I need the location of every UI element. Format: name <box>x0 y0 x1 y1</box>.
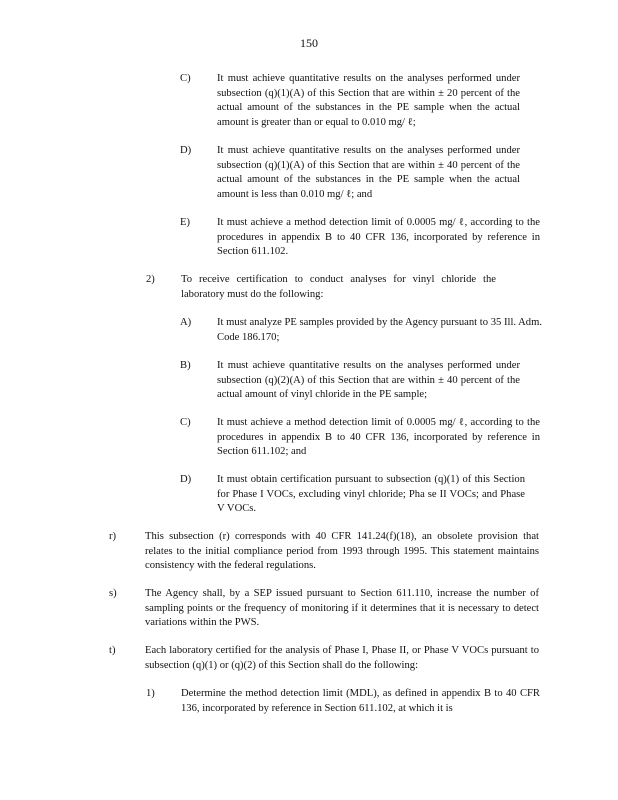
item-text: It must achieve quantitative results on the analyses performed under subsection (q)(1)(A) of this Section that are within ± 40 percent of the actual amount of the substances in the PE sample when the actual amount is less than 0.010 mg/ ℓ; and <box>217 145 520 200</box>
item-label: s) <box>109 588 117 599</box>
item-text: To receive certification to conduct analyses for vinyl chloride the laboratory must do the following: <box>181 274 496 300</box>
item-text: Each laboratory certified for the analysis of Phase I, Phase II, or Phase V VOCs pursuant to subsection (q)(1) or (q)(2) of this Section shall do the following: <box>145 645 539 671</box>
item-text: It must achieve quantitative results on the analyses performed under subsection (q)(1)(A) of this Section that are within ± 20 percent of the actual amount of the substances in the PE sample when the actual amount is greater than or equal to 0.010 mg/ ℓ; <box>217 73 520 128</box>
item-label: r) <box>109 531 117 542</box>
item-label: A) <box>180 317 192 328</box>
item-label: 1) <box>146 688 155 699</box>
item-label: 2) <box>146 274 155 285</box>
item-label: D) <box>180 474 192 485</box>
item-text: It must obtain certification pursuant to subsection (q)(1) of this Section for Phase I VOCs, excluding vinyl chloride; Pha se II VOCs; and Phase V VOCs. <box>217 474 525 515</box>
item-text: It must achieve quantitative results on the analyses performed under subsection (q)(2)(A) of this Section that are within ± 40 percent of the actual amount of vinyl chloride in the PE sample; <box>217 360 520 401</box>
item-label: C) <box>180 73 191 84</box>
item-label: B) <box>180 360 191 371</box>
item-label: C) <box>180 417 191 428</box>
item-label: D) <box>180 145 192 156</box>
page-number: 150 <box>300 36 318 50</box>
item-label: t) <box>109 645 116 656</box>
item-text: It must analyze PE samples provided by the Agency pursuant to 35 Ill. Adm. Code 186.170; <box>217 317 542 343</box>
item-text: It must achieve a method detection limit of 0.0005 mg/ ℓ, according to the procedures in appendix B to 40 CFR 136, incorporated by reference in Section 611.102. <box>217 217 540 258</box>
item-text: Determine the method detection limit (MDL), as defined in appendix B to 40 CFR 136, incorporated by reference in Section 611.102, at which it is <box>181 688 540 714</box>
item-text: The Agency shall, by a SEP issued pursuant to Section 611.110, increase the number of sampling points or the frequency of monitoring if it determines that it is necessary to detect variations within the PWS. <box>145 588 539 629</box>
item-text: This subsection (r) corresponds with 40 CFR 141.24(f)(18), an obsolete provision that relates to the initial compliance period from 1993 through 1995. This statement maintains consistency with the federal regulations. <box>145 531 539 572</box>
item-text: It must achieve a method detection limit of 0.0005 mg/ ℓ, according to the procedures in appendix B to 40 CFR 136, incorporated by reference in Section 611.102; and <box>217 417 540 458</box>
item-label: E) <box>180 217 190 228</box>
